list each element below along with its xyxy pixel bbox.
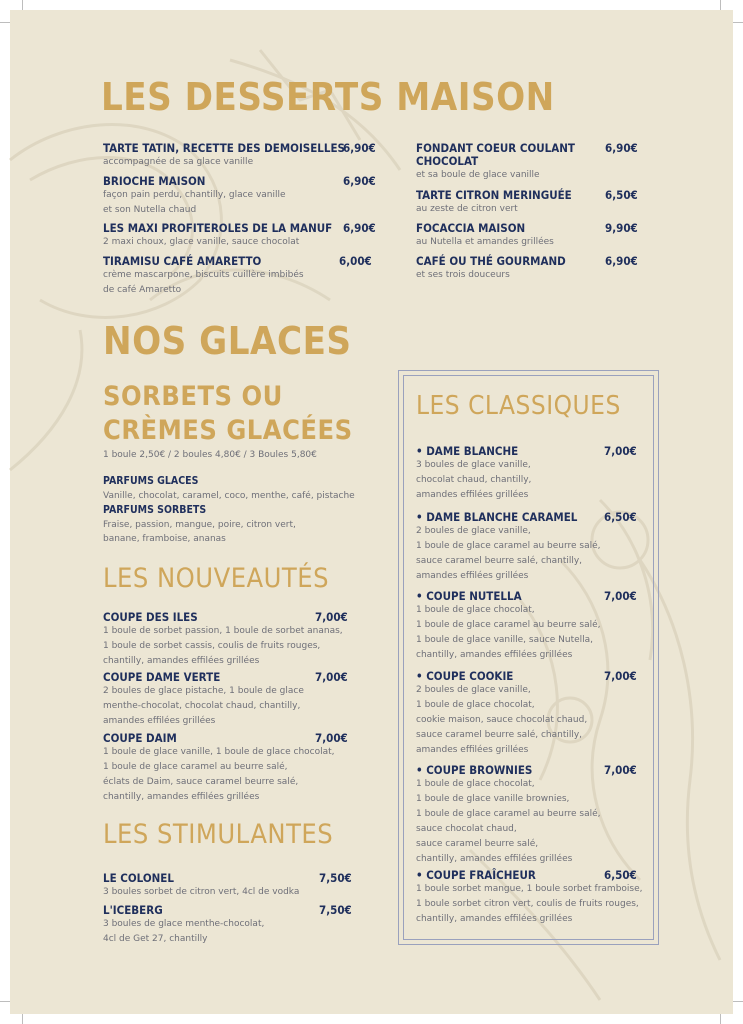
dessert-desc: et sa boule de glace vanille — [416, 170, 540, 180]
classique-item — [416, 590, 640, 663]
coupe-desc: 1 boule de glace caramel au beurre salé, — [416, 620, 601, 630]
coupe-desc: 1 boule de glace vanille brownies, — [416, 794, 570, 804]
coupe-desc: sauce chocolat chaud, — [416, 824, 517, 834]
dessert-item — [103, 255, 379, 298]
parfums-glaces-list: Vanille, chocolat, caramel, coco, menthe, café, pistache — [103, 491, 355, 501]
dessert-desc: et ses trois douceurs — [416, 270, 510, 280]
nouveaute-item — [103, 611, 353, 669]
coupe-desc: 2 boules de glace vanille, — [416, 685, 531, 695]
parfums-sorbets-label: PARFUMS SORBETS — [103, 504, 207, 516]
dessert-name: TARTE TATIN, RECETTE DES DEMOISELLES — [103, 141, 346, 155]
coupe-price: 7,00€ — [604, 763, 637, 777]
coupe-price: 7,00€ — [315, 670, 348, 684]
coupe-price: 6,50€ — [604, 868, 637, 882]
coupe-price: 7,00€ — [604, 589, 637, 603]
drink-desc: 3 boules de glace menthe-chocolat, — [103, 919, 265, 929]
dessert-desc: de café Amaretto — [103, 285, 182, 295]
coupe-desc: 1 boule sorbet mangue, 1 boule sorbet framboise, — [416, 884, 643, 894]
coupe-desc: 1 boule de glace caramel au beurre salé, — [416, 809, 601, 819]
coupe-desc: sauce caramel beurre salé, — [416, 839, 539, 849]
coupe-name: • COUPE FRAÎCHEUR — [416, 868, 536, 882]
coupe-desc: amandes effilées grillées — [416, 571, 529, 581]
coupe-name: • COUPE BROWNIES — [416, 763, 533, 777]
dessert-price: 6,90€ — [605, 141, 638, 155]
coupe-desc: 1 boule de glace chocolat, — [416, 779, 535, 789]
drink-desc: 4cl de Get 27, chantilly — [103, 934, 208, 944]
coupe-desc: 3 boules de glace vanille, — [416, 460, 531, 470]
nouveaute-item — [103, 671, 353, 729]
coupe-name: • COUPE COOKIE — [416, 669, 514, 683]
coupe-desc: 1 boule de glace caramel au beurre salé, — [416, 541, 601, 551]
coupe-desc: 1 boule de sorbet cassis, coulis de fruits rouges, — [103, 641, 321, 651]
dessert-price: 9,90€ — [605, 221, 638, 235]
dessert-price: 6,90€ — [605, 254, 638, 268]
coupe-name: COUPE DAIM — [103, 731, 177, 745]
drink-desc: 3 boules sorbet de citron vert, 4cl de vodka — [103, 887, 300, 897]
coupe-desc: chocolat chaud, chantilly, — [416, 475, 532, 485]
coupe-desc: cookie maison, sauce chocolat chaud, — [416, 715, 588, 725]
dessert-item — [103, 142, 379, 170]
classique-item — [416, 670, 640, 758]
coupe-desc: 2 boules de glace pistache, 1 boule de glace — [103, 686, 304, 696]
dessert-price: 6,90€ — [343, 221, 376, 235]
coupe-desc: amandes effilées grillées — [103, 716, 216, 726]
coupe-name: • COUPE NUTELLA — [416, 589, 522, 603]
dessert-name: BRIOCHE MAISON — [103, 174, 206, 188]
coupe-desc: chantilly, amandes effilées grillées — [416, 650, 573, 660]
stimulante-item — [103, 904, 353, 947]
stimulante-item — [103, 872, 353, 900]
coupe-desc: 1 boule de glace vanille, sauce Nutella, — [416, 635, 594, 645]
coupe-desc: éclats de Daim, sauce caramel beurre salé, — [103, 777, 299, 787]
dessert-name: CAFÉ OU THÉ GOURMAND — [416, 254, 566, 268]
scoop-prices: 1 boule 2,50€ / 2 boules 4,80€ / 3 Boules 5,80€ — [103, 450, 317, 460]
parfums-glaces-label: PARFUMS GLACES — [103, 475, 199, 487]
coupe-desc: chantilly, amandes effilées grillées — [103, 792, 260, 802]
sorbets-title-line1: SORBETS OU — [103, 381, 283, 412]
dessert-item — [103, 175, 379, 218]
dessert-item — [103, 222, 379, 250]
dessert-item — [416, 189, 640, 217]
glaces-title: NOS GLACES — [103, 319, 352, 363]
coupe-desc: 1 boule de glace caramel au beurre salé, — [103, 762, 288, 772]
dessert-desc: accompagnée de sa glace vanille — [103, 157, 254, 167]
dessert-item — [416, 255, 640, 283]
dessert-name: FONDANT COEUR COULANT — [416, 141, 575, 155]
coupe-desc: amandes effilées grillées — [416, 490, 529, 500]
coupe-desc: chantilly, amandes effilées grillées — [416, 914, 573, 924]
drink-price: 7,50€ — [319, 871, 352, 885]
coupe-name: • DAME BLANCHE CARAMEL — [416, 510, 578, 524]
dessert-desc: 2 maxi choux, glace vanille, sauce chocolat — [103, 237, 300, 247]
classiques-title: LES CLASSIQUES — [416, 391, 621, 421]
sorbets-title-line2: CRÈMES GLACÉES — [103, 415, 353, 446]
coupe-desc: 1 boule de glace vanille, 1 boule de glace chocolat, — [103, 747, 335, 757]
coupe-price: 7,00€ — [315, 610, 348, 624]
coupe-desc: 1 boule de sorbet passion, 1 boule de sorbet ananas, — [103, 626, 343, 636]
coupe-desc: sauce caramel beurre salé, chantilly, — [416, 556, 583, 566]
coupe-desc: amandes effilées grillées — [416, 745, 529, 755]
classique-item — [416, 764, 640, 867]
stimulantes-title: LES STIMULANTES — [103, 819, 334, 850]
dessert-name: TIRAMISU CAFÉ AMARETTO — [103, 254, 262, 268]
coupe-name: COUPE DAME VERTE — [103, 670, 221, 684]
dessert-desc: crème mascarpone, biscuits cuillère imbibés — [103, 270, 304, 280]
coupe-desc: 2 boules de glace vanille, — [416, 526, 531, 536]
parfums-sorbets-list: Fraise, passion, mangue, poire, citron vert, — [103, 520, 296, 530]
desserts-title: LES DESSERTS MAISON — [101, 75, 555, 119]
dessert-desc: et son Nutella chaud — [103, 205, 197, 215]
coupe-price: 6,50€ — [604, 510, 637, 524]
classique-item — [416, 511, 640, 584]
dessert-name: LES MAXI PROFITEROLES DE LA MANUF — [103, 221, 333, 235]
coupe-desc: 1 boule de glace chocolat, — [416, 605, 535, 615]
classique-item — [416, 868, 643, 927]
dessert-desc: façon pain perdu, chantilly, glace vanille — [103, 190, 286, 200]
nouveautes-title: LES NOUVEAUTÉS — [103, 563, 330, 594]
dessert-price: 6,90€ — [343, 141, 376, 155]
drink-price: 7,50€ — [319, 903, 352, 917]
dessert-name: TARTE CITRON MERINGUÉE — [416, 188, 572, 202]
drink-name: L'ICEBERG — [103, 903, 163, 917]
coupe-desc: menthe-chocolat, chocolat chaud, chantilly, — [103, 701, 301, 711]
dessert-name-line2: CHOCOLAT — [416, 154, 479, 168]
coupe-desc: sauce caramel beurre salé, chantilly, — [416, 730, 583, 740]
dessert-price: 6,90€ — [343, 174, 376, 188]
dessert-price: 6,50€ — [605, 188, 638, 202]
dessert-name: FOCACCIA MAISON — [416, 221, 526, 235]
classique-item — [416, 445, 640, 503]
coupe-price: 7,00€ — [604, 444, 637, 458]
dessert-desc: au zeste de citron vert — [416, 204, 518, 214]
coupe-desc: chantilly, amandes effilées grillées — [416, 854, 573, 864]
coupe-price: 7,00€ — [315, 731, 348, 745]
coupe-price: 7,00€ — [604, 669, 637, 683]
coupe-name: • DAME BLANCHE — [416, 444, 519, 458]
dessert-item — [416, 142, 640, 183]
coupe-name: COUPE DES ILES — [103, 610, 198, 624]
nouveaute-item — [103, 732, 353, 805]
dessert-item — [416, 222, 640, 250]
parfums-sorbets-list: banane, framboise, ananas — [103, 534, 226, 544]
coupe-desc: 1 boule sorbet citron vert, coulis de fruits rouges, — [416, 899, 639, 909]
coupe-desc: 1 boule de glace chocolat, — [416, 700, 535, 710]
dessert-price: 6,00€ — [339, 254, 372, 268]
coupe-desc: chantilly, amandes effilées grillées — [103, 656, 260, 666]
drink-name: LE COLONEL — [103, 871, 174, 885]
dessert-desc: au Nutella et amandes grillées — [416, 237, 554, 247]
